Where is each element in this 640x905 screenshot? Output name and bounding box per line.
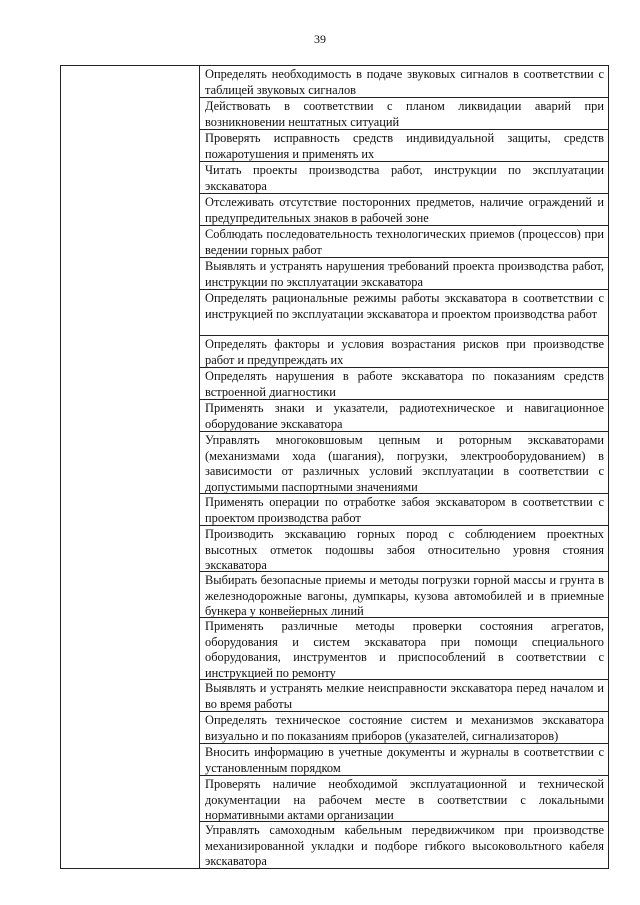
table-row: Определять необходимость в подаче звуковых сигналов в соответствии с таблицей звуковых сигналов xyxy=(200,66,608,98)
table-row: Определять факторы и условия возрастания рисков при производстве работ и предупреждать их xyxy=(200,336,608,368)
table-row: Применять различные методы проверки состояния агрегатов, оборудования и систем экскаватора при помощи специального оборудования, инструментов и приспособлений в соответствии с инструкцией по ремонту xyxy=(200,618,608,680)
table-left-column xyxy=(61,66,200,868)
table-row: Выявлять и устранять нарушения требований проекта производства работ, инструкции по эксплуатации экскаватора xyxy=(200,258,608,290)
table-row: Выбирать безопасные приемы и методы погрузки горной массы и грунта в железнодорожные вагоны, думпкары, кузова автомобилей и в приемные бункера у конвейерных линий xyxy=(200,572,608,618)
table-row: Действовать в соответствии с планом ликвидации аварий при возникновении нештатных ситуаций xyxy=(200,98,608,130)
table-row: Применять знаки и указатели, радиотехническое и навигационное оборудование экскаватора xyxy=(200,400,608,432)
table-row: Выявлять и устранять мелкие неисправности экскаватора перед началом и во время работы xyxy=(200,680,608,712)
table-row: Соблюдать последовательность технологических приемов (процессов) при ведении горных работ xyxy=(200,226,608,258)
table-row: Управлять многоковшовым цепным и роторным экскаваторами (механизмами хода (шагания), погрузки, электрооборудованием) в зависимости от различных условий эксплуатации в соответствии с допустимыми паспортными значениями xyxy=(200,432,608,494)
table-row: Производить экскавацию горных пород с соблюдением проектных высотных отметок подошвы забоя относительно уровня стояния экскаватора xyxy=(200,526,608,572)
table-right-column xyxy=(200,66,608,868)
table-row: Применять операции по отработке забоя экскаватором в соответствии с проектом производства работ xyxy=(200,494,608,526)
table-row: Отслеживать отсутствие посторонних предметов, наличие ограждений и предупредительных знаков в рабочей зоне xyxy=(200,194,608,226)
table-row: Определять нарушения в работе экскаватора по показаниям средств встроенной диагностики xyxy=(200,368,608,400)
table-row: Определять рациональные режимы работы экскаватора в соответствии с инструкцией по эксплуатации экскаватора и проектом производства работ xyxy=(200,290,608,336)
table-row: Проверять наличие необходимой эксплуатационной и технической документации на рабочем месте в соответствии с локальными нормативными актами организации xyxy=(200,776,608,822)
table-row: Определять техническое состояние систем и механизмов экскаватора визуально и по показаниям приборов (указателей, сигнализаторов) xyxy=(200,712,608,744)
table-row: Управлять самоходным кабельным передвижчиком при производстве механизированной укладки и подборе гибкого высоковольтного кабеля экскаватора xyxy=(205,823,604,869)
table-row: Читать проекты производства работ, инструкции по эксплуатации экскаватора xyxy=(200,162,608,194)
table-row: Проверять исправность средств индивидуальной защиты, средств пожаротушения и применять их xyxy=(200,130,608,162)
table-row: Вносить информацию в учетные документы и журналы в соответствии с установленным порядком xyxy=(200,744,608,776)
skills-table xyxy=(60,65,609,869)
page-number: 39 xyxy=(314,32,326,46)
